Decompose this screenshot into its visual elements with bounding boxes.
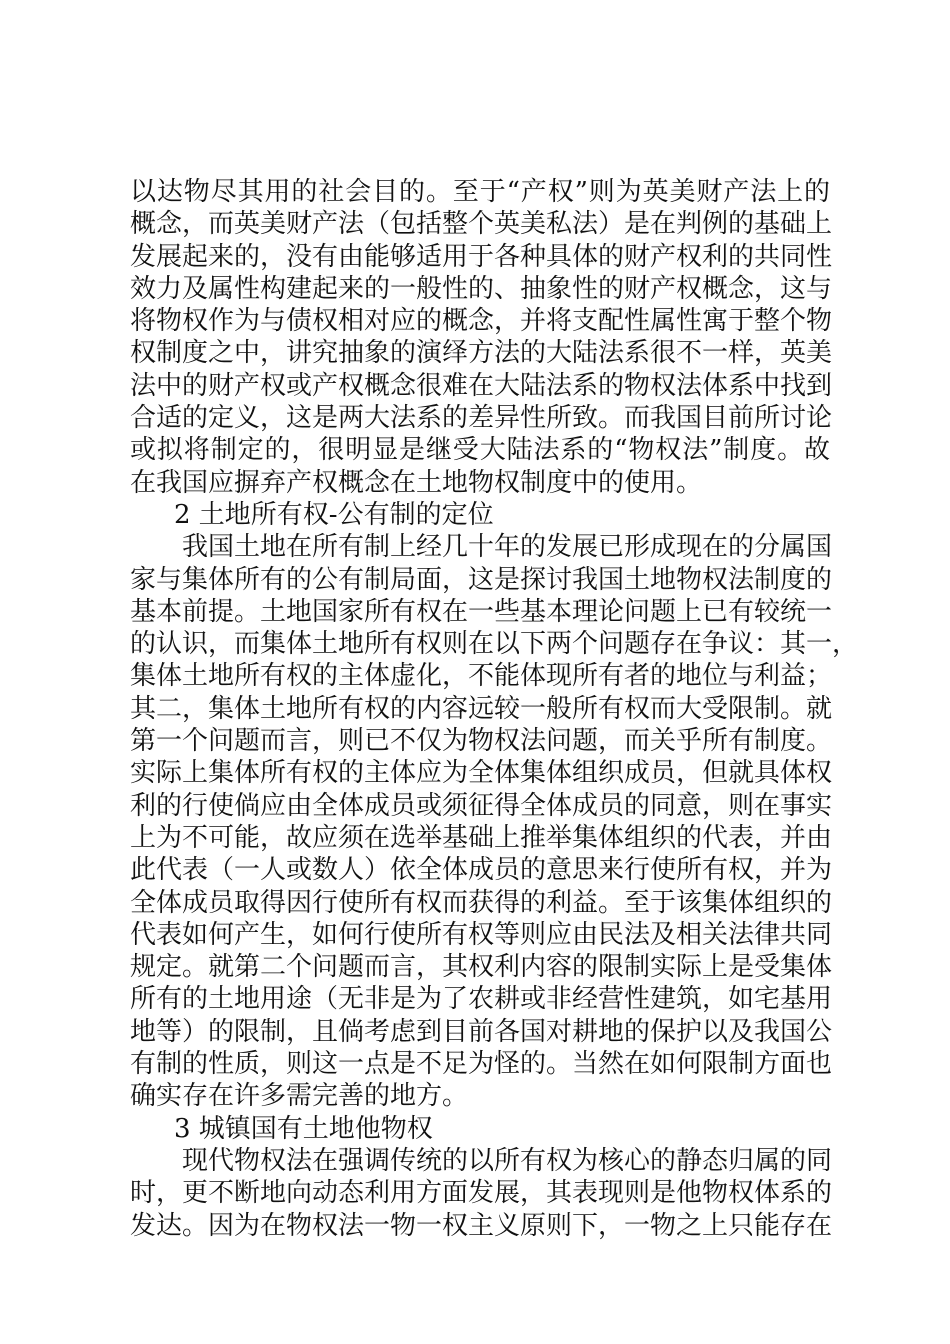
text-line: 发达。因为在物权法一物一权主义原则下，一物之上只能存在 [130,1210,833,1241]
paragraph [130,531,859,1112]
section-heading [130,499,830,531]
text-line: 将物权作为与债权相对应的概念，并将支配性属性寓于整个物 [130,306,833,337]
text-line: 权制度之中，讲究抽象的演绎方法的大陆法系很不一样，英美 [130,338,833,369]
text-line: 家与集体所有的公有制局面，这是探讨我国土地物权法制度的 [130,564,833,595]
text-line: 地等）的限制，且倘考虑到目前各国对耕地的保护以及我国公 [130,1016,833,1047]
section-heading [130,1113,830,1145]
text-line: 发展起来的，没有由能够适用于各种具体的财产权利的共同性 [130,241,833,272]
text-line: 上为不可能，故应须在选举基础上推举集体组织的代表，并由 [130,822,833,853]
text-line: 概念，而英美财产法（包括整个英美私法）是在判例的基础上 [130,209,833,240]
text-line: 规定。就第二个问题而言，其权利内容的限制实际上是受集体 [130,952,833,983]
text-line: 法中的财产权或产权概念很难在大陆法系的物权法体系中找到 [130,370,833,401]
text-line: 以达物尽其用的社会目的。至于“产权”则为英美财产法上的 [130,177,830,207]
text-line: 有制的性质，则这一点是不足为怪的。当然在如何限制方面也 [130,1049,833,1080]
text-line: 第一个问题而言，则已不仅为物权法问题，而关乎所有制度。 [130,726,833,757]
document-body [130,176,859,1242]
paragraph [130,1145,833,1242]
text-line: 其二，集体土地所有权的内容远较一般所有权而大受限制。就 [130,693,833,724]
text-line: 的认识，而集体土地所有权则在以下两个问题存在争议：其一， [130,629,859,660]
text-line: 合适的定义，这是两大法系的差异性所致。而我国目前所讨论 [130,403,833,434]
text-line: 代表如何产生，如何行使所有权等则应由民法及相关法律共同 [130,919,833,950]
text-line: 现代物权法在强调传统的以所有权为核心的静态归属的同 [182,1145,833,1176]
text-line: 实际上集体所有权的主体应为全体集体组织成员，但就具体权 [130,758,833,789]
text-line: 基本前提。土地国家所有权在一些基本理论问题上已有较统一 [130,596,833,627]
text-line: 利的行使倘应由全体成员或须征得全体成员的同意，则在事实 [130,790,833,821]
heading-text: 2 土地所有权-公有制的定位 [174,499,494,530]
heading-text: 3 城镇国有土地他物权 [174,1113,433,1144]
text-line: 确实存在许多需完善的地方。 [130,1081,469,1112]
text-line: 所有的土地用途（无非是为了农耕或非经营性建筑，如宅基用 [130,984,833,1015]
text-line: 集体土地所有权的主体虚化，不能体现所有者的地位与利益； [130,661,833,692]
text-line: 全体成员取得因行使所有权而获得的利益。至于该集体组织的 [130,887,833,918]
text-line: 时，更不断地向动态利用方面发展，其表现则是他物权体系的 [130,1178,833,1209]
text-line: 我国土地在所有制上经几十年的发展已形成现在的分属国 [182,532,833,563]
text-line: 或拟将制定的，很明显是继受大陆法系的“物权法”制度。故 [130,435,830,466]
paragraph [130,176,833,499]
text-line: 在我国应摒弃产权概念在土地物权制度中的使用。 [130,467,703,498]
text-line: 效力及属性构建起来的一般性的、抽象性的财产权概念，这与 [130,273,833,304]
text-line: 此代表（一人或数人）依全体成员的意思来行使所有权，并为 [130,855,833,886]
